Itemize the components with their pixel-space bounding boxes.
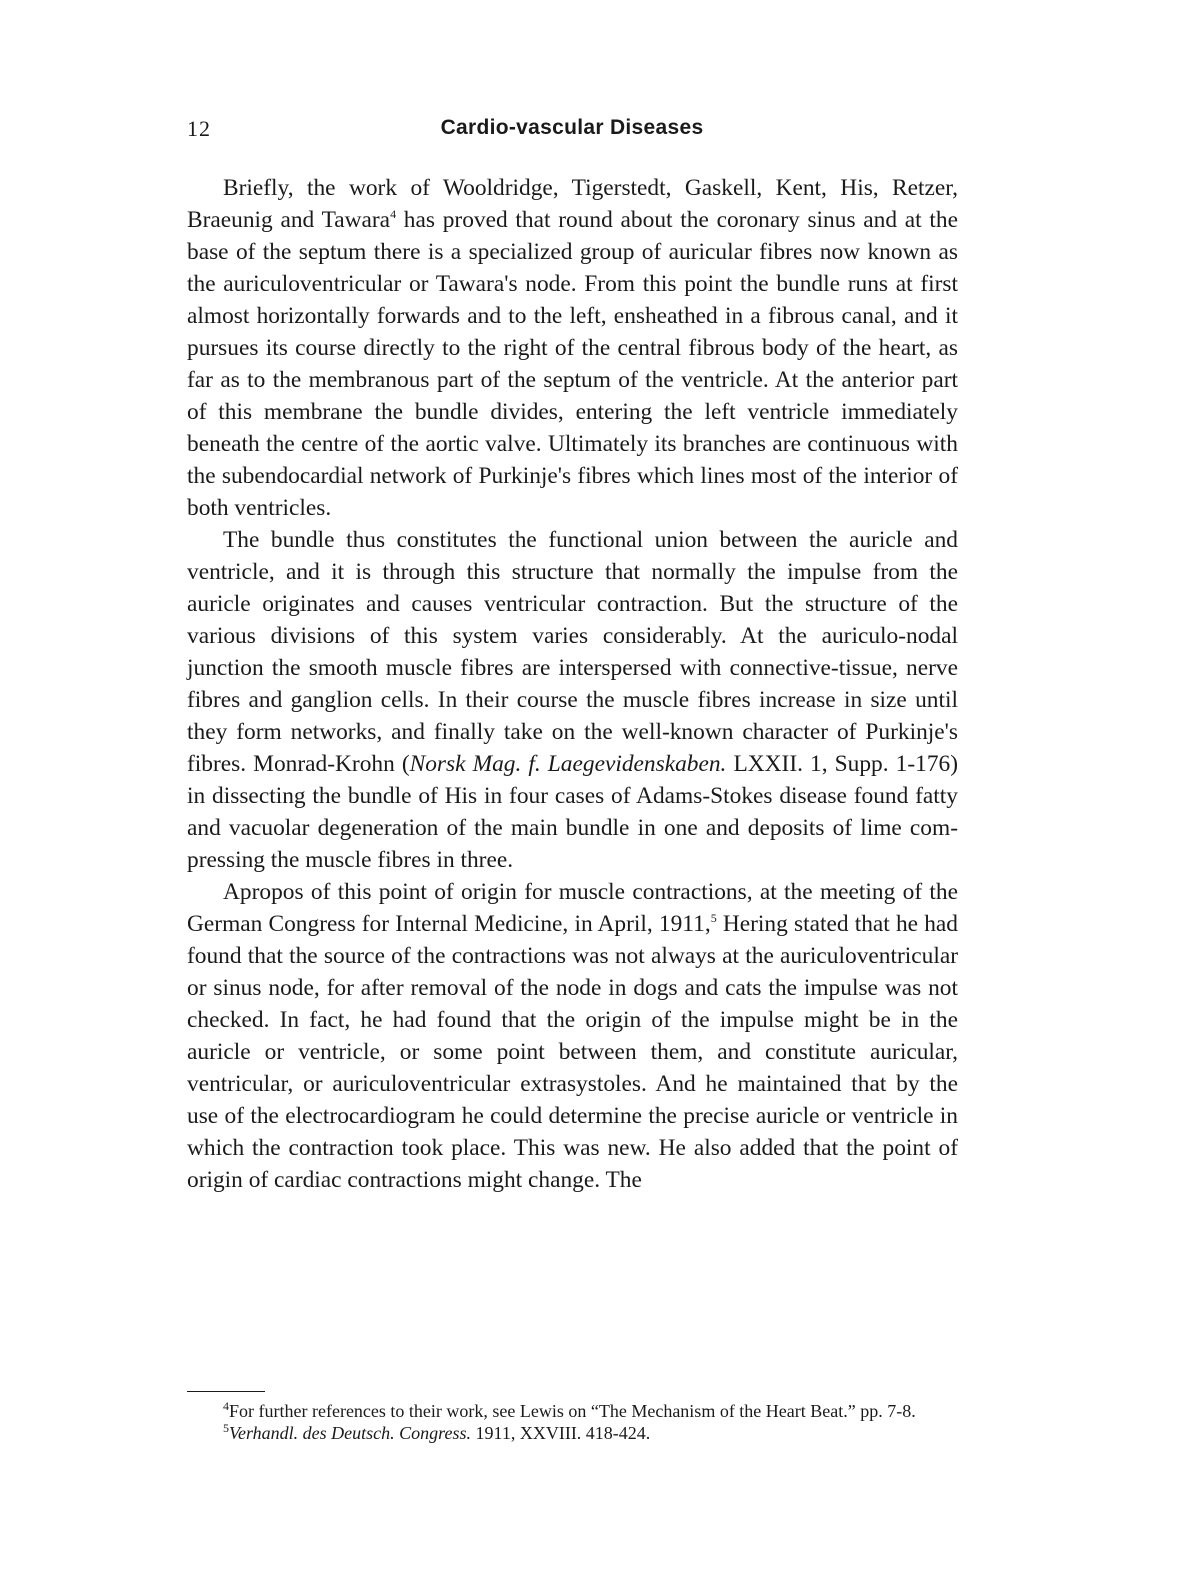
footnote-divider bbox=[187, 1391, 265, 1392]
paragraph-3-text-b: Hering stated that he had found that the source of the contractions was not always at the auriculoventricular or sinus node, for after removal of the node in dogs and cats the impulse was not checked. In fact, he had found that the origin of the impulse might be in the auricle or ventricle, or some point between them, and constitute auricular, ventricular, or auriculoventricular extrasystoles. And he maintained that by the use of the electrocardiogram he could determine the precise auricle or ventricle in which the contraction took place. This was new. He also added that the point of origin of cardiac contractions might change. The bbox=[187, 911, 958, 1193]
paragraph-2-text-b: LXXII. 1, Supp. 1-176) in dissecting the bundle of His in four cases of Adams-Stokes disease found fatty and vacuolar degeneration of the main bundle in one and deposits of lime compressing the muscle fibres in three. bbox=[187, 751, 959, 873]
paragraph-3 bbox=[187, 876, 958, 1196]
footnote-4-marker: 4 bbox=[223, 1399, 229, 1413]
page-title: Cardio-vascular Diseases bbox=[440, 116, 704, 139]
footnote-5-citation: Verhandl. des Deutsch. Congress. bbox=[229, 1423, 471, 1443]
footnote-ref-5: 5 bbox=[710, 911, 717, 926]
footnote-ref-4: 4 bbox=[390, 207, 397, 222]
footnote-4-text: For further references to their work, see Lewis on “The Mechanism of the Heart Beat.” pp. 7-8. bbox=[229, 1401, 916, 1421]
paragraph-1-text-a: Briefly, the work of Wooldridge, Tigerstedt, Gaskell, Kent, His, Retzer, Braeunig and Tawara bbox=[187, 175, 958, 233]
footnote-5 bbox=[187, 1422, 958, 1444]
page-number: 12 bbox=[187, 116, 211, 141]
body-text bbox=[187, 172, 958, 1196]
paragraph-3-text-a: Apropos of this point of origin for muscle contractions, at the meeting of the German Congress for Internal Medicine, in April, 1911, bbox=[187, 879, 958, 937]
footnotes bbox=[187, 1400, 958, 1444]
running-head bbox=[187, 116, 957, 146]
paragraph-2-journal-citation: Norsk Mag. f. Laegevidenskaben. bbox=[409, 751, 727, 777]
paragraph-1-text-b: has proved that round about the coronary sinus and at the base of the septum there is a specialized group of auricular fibres now known as the auriculoventricular or Tawara's node. From this point the bundle runs at first almost horizontally forwards and to the left, ensheathed in a fibrous canal, and it pursues its course directly to the right of the central fibrous body of the heart, as far as to the membranous part of the septum of the ventricle. At the anterior part of this membrane the bundle divides, entering the left ventricle immediately beneath the centre of the aortic valve. Ultimately its branches are continuous with the subendocardial network of Purkinje's fibres which lines most of the interior of both ventricles. bbox=[187, 207, 959, 521]
paragraph-2-text-a: The bundle thus constitutes the functional union between the auricle and ventricle, and it is through this structure that normally the impulse from the auricle originates and causes ventricular contraction. But the structure of the various divisions of this system varies considerably. At the auriculo-nodal junction the smooth muscle fibres are interspersed with connective-tissue, nerve fibres and ganglion cells. In their course the muscle fibres increase in size until they form networks, and finally take on the well-known character of Purkinje's fibres. Monrad-Krohn ( bbox=[187, 527, 958, 777]
footnote-5-marker: 5 bbox=[223, 1421, 229, 1435]
footnote-4 bbox=[187, 1400, 958, 1422]
footnote-5-text: 1911, XXVIII. 418-424. bbox=[471, 1423, 651, 1443]
paragraph-1 bbox=[187, 172, 958, 524]
paragraph-2 bbox=[187, 524, 958, 876]
